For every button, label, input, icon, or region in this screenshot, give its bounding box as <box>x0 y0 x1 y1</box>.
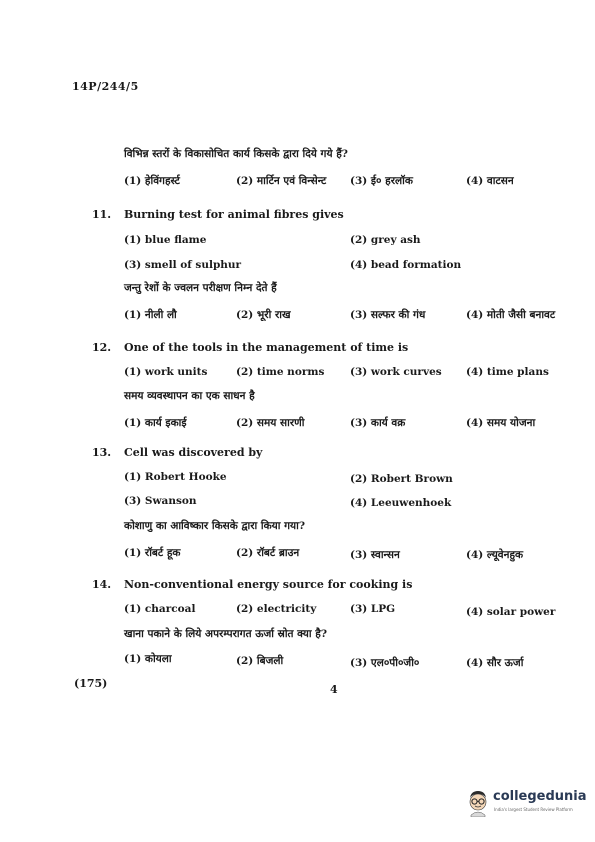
q14-option-4: (4) solar power <box>466 606 556 618</box>
q11-option-3: (3) smell of sulphur <box>124 259 242 271</box>
q13-option-2: (2) Robert Brown <box>350 473 453 485</box>
q14-option-3: (3) LPG <box>350 603 396 615</box>
q12-hindi-option-3: (3) कार्य वक्र <box>350 417 406 429</box>
q11-hindi-option-1: (1) नीली लौ <box>124 309 177 321</box>
q11-option-2: (2) grey ash <box>350 234 421 246</box>
page-number: 4 <box>330 683 338 696</box>
q13-hindi-option-2: (2) रॉबर्ट ब्राउन <box>236 547 300 559</box>
q11-hindi-option-3: (3) सल्फर की गंध <box>350 309 426 321</box>
q14-question: Non-conventional energy source for cooking is <box>124 578 413 591</box>
q12-question: One of the tools in the management of time is <box>124 341 409 354</box>
q14-hindi-option-2: (2) बिजली <box>236 655 284 667</box>
q12-option-1: (1) work units <box>124 366 208 378</box>
q11-hindi-option-4: (4) मोती जैसी बनावट <box>466 309 556 321</box>
q13-number: 13. <box>92 446 112 459</box>
q14-number: 14. <box>92 578 112 591</box>
q12-hindi-question: समय व्यवस्थापन का एक साधन है <box>124 390 255 402</box>
mascot-icon <box>467 789 489 817</box>
watermark-tagline: India's largest Student Review Platform <box>494 807 573 812</box>
q13-option-4: (4) Leeuwenhoek <box>350 497 452 509</box>
paper-code: 14P/244/5 <box>72 80 139 93</box>
q13-option-3: (3) Swanson <box>124 495 197 507</box>
q10-hindi-option-1: (1) हेविंगहर्स्ट <box>124 175 180 187</box>
q12-number: 12. <box>92 341 112 354</box>
q14-hindi-question: खाना पकाने के लिये अपरम्परागत ऊर्जा स्रोत क्या है? <box>124 628 327 640</box>
q11-option-4: (4) bead formation <box>350 259 462 271</box>
q12-option-4: (4) time plans <box>466 366 549 378</box>
q11-number: 11. <box>92 208 112 221</box>
collegedunia-watermark <box>467 787 587 823</box>
q11-hindi-question: जन्तु रेशों के ज्वलन परीक्षण निम्न देते हैं <box>124 282 277 294</box>
q11-option-1: (1) blue flame <box>124 234 207 246</box>
q12-hindi-option-1: (1) कार्य इकाई <box>124 417 187 429</box>
q13-hindi-option-4: (4) ल्यूवेनहुक <box>466 549 524 561</box>
q12-option-2: (2) time norms <box>236 366 325 378</box>
footer-code: (175) <box>74 677 108 690</box>
q14-hindi-option-1: (1) कोयला <box>124 653 172 665</box>
q11-question: Burning test for animal fibres gives <box>124 208 344 221</box>
q12-hindi-option-4: (4) समय योजना <box>466 417 536 429</box>
q10-hindi-option-4: (4) वाटसन <box>466 175 514 187</box>
q13-hindi-option-3: (3) स्वान्सन <box>350 549 400 561</box>
q10-hindi-question: विभिन्न स्तरों के विकासोचित कार्य किसके द्वारा दिये गये हैं? <box>124 148 348 160</box>
q10-hindi-option-2: (2) मार्टिन एवं विन्सेन्ट <box>236 175 327 187</box>
q14-option-2: (2) electricity <box>236 603 317 615</box>
q13-hindi-question: कोशाणु का आविष्कार किसके द्वारा किया गया? <box>124 520 305 532</box>
q13-question: Cell was discovered by <box>124 446 263 459</box>
watermark-name: collegedunia <box>493 789 587 804</box>
q13-option-1: (1) Robert Hooke <box>124 471 227 483</box>
q14-option-1: (1) charcoal <box>124 603 196 615</box>
q10-hindi-option-3: (3) ई० हरलॉक <box>350 175 413 187</box>
q13-hindi-option-1: (1) रॉबर्ट हूक <box>124 547 181 559</box>
q14-hindi-option-4: (4) सौर ऊर्जा <box>466 657 524 669</box>
q12-option-3: (3) work curves <box>350 366 442 378</box>
q14-hindi-option-3: (3) एल०पी०जी० <box>350 657 420 669</box>
q11-hindi-option-2: (2) भूरी राख <box>236 309 291 321</box>
q12-hindi-option-2: (2) समय सारणी <box>236 417 305 429</box>
